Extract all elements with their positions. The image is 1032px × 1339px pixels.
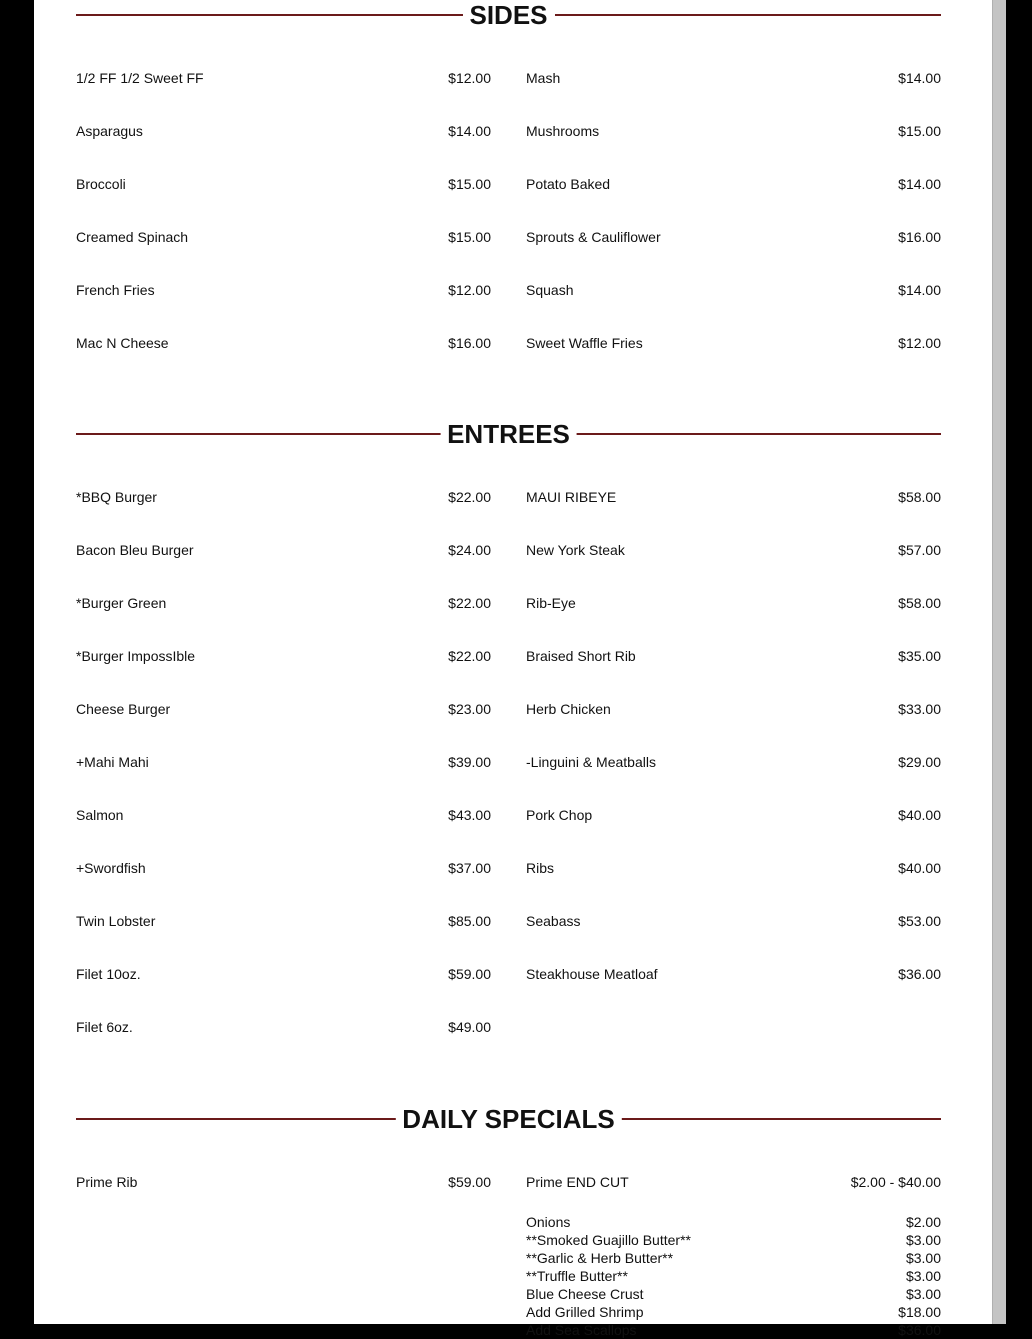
item-price: $24.00: [448, 541, 491, 558]
section-header: [76, 419, 941, 449]
menu-item: [526, 263, 941, 316]
item-name: Onions: [526, 1214, 571, 1230]
item-name: **Smoked Guajillo Butter**: [526, 1232, 691, 1248]
item-price: $40.00: [898, 806, 941, 823]
item-name: Cheese Burger: [76, 700, 171, 717]
item-name: Add Sea Scallops: [526, 1322, 637, 1338]
item-price: $58.00: [898, 488, 941, 505]
item-price: $14.00: [898, 175, 941, 192]
menu-item: [76, 263, 491, 316]
item-name: Asparagus: [76, 122, 143, 139]
section-header: [76, 1104, 941, 1134]
item-price: $3.00: [905, 1286, 941, 1302]
item-name: Filet 6oz.: [76, 1018, 133, 1035]
menu-item: [76, 470, 491, 523]
section-title: SIDES: [462, 0, 554, 30]
item-name: French Fries: [76, 281, 155, 298]
item-price: $12.00: [448, 281, 491, 298]
item-price: $35.00: [898, 647, 941, 664]
addon-item: [526, 1303, 941, 1321]
item-price: $18.00: [898, 1304, 941, 1320]
menu-item: [526, 523, 941, 576]
item-price: $37.00: [448, 859, 491, 876]
entrees-section: [76, 419, 941, 1035]
menu-item: [76, 682, 491, 735]
menu-item: [526, 576, 941, 629]
item-name: **Truffle Butter**: [526, 1268, 628, 1284]
item-name: Ribs: [526, 859, 555, 876]
item-name: Sprouts & Cauliflower: [526, 228, 661, 245]
menu-item: [76, 947, 491, 1000]
item-price: $22.00: [448, 594, 491, 611]
item-price: $12.00: [448, 69, 491, 86]
menu-item: [526, 788, 941, 841]
menu-item: [76, 841, 491, 894]
item-name: Mash: [526, 69, 561, 86]
item-name: 1/2 FF 1/2 Sweet FF: [76, 69, 204, 86]
item-name: Salmon: [76, 806, 124, 823]
item-price: $57.00: [898, 541, 941, 558]
item-name: Prime END CUT: [526, 1173, 629, 1190]
addon-item: [526, 1213, 941, 1231]
entrees-right-column: [526, 470, 941, 1000]
item-price: $33.00: [898, 700, 941, 717]
item-price: $2.00 - $40.00: [850, 1173, 941, 1190]
item-price: $3.00: [905, 1232, 941, 1248]
item-price: $14.00: [448, 122, 491, 139]
item-name: **Garlic & Herb Butter**: [526, 1250, 674, 1266]
menu-item: [526, 841, 941, 894]
menu-item: [76, 1000, 491, 1053]
item-name: Creamed Spinach: [76, 228, 189, 245]
menu-item: [526, 894, 941, 947]
item-price: $59.00: [448, 965, 491, 982]
addon-item: [526, 1267, 941, 1285]
menu-item: [526, 51, 941, 104]
item-price: $12.00: [898, 334, 941, 351]
item-price: $36.00: [898, 1322, 941, 1338]
specials-left-column: [76, 1155, 491, 1208]
item-price: $39.00: [448, 753, 491, 770]
item-price: $23.00: [448, 700, 491, 717]
sides-section: [76, 0, 941, 351]
menu-item: [76, 104, 491, 157]
item-name: Broccoli: [76, 175, 126, 192]
menu-item: [76, 894, 491, 947]
item-name: Add Grilled Shrimp: [526, 1304, 644, 1320]
item-price: $15.00: [448, 228, 491, 245]
item-price: $53.00: [898, 912, 941, 929]
item-name: Squash: [526, 281, 574, 298]
item-price: $2.00: [905, 1214, 941, 1230]
item-price: $29.00: [898, 753, 941, 770]
item-name: Sweet Waffle Fries: [526, 334, 643, 351]
item-name: Mac N Cheese: [76, 334, 169, 351]
menu-item: [76, 629, 491, 682]
addon-item: [526, 1285, 941, 1303]
menu-item: [76, 735, 491, 788]
item-price: $22.00: [448, 488, 491, 505]
menu-item: [76, 788, 491, 841]
scrollbar[interactable]: [992, 0, 1006, 1324]
item-name: Blue Cheese Crust: [526, 1286, 644, 1302]
item-name: MAUI RIBEYE: [526, 488, 617, 505]
item-name: Potato Baked: [526, 175, 611, 192]
item-price: $40.00: [898, 859, 941, 876]
item-name: Pork Chop: [526, 806, 593, 823]
menu-item: [526, 157, 941, 210]
menu-item: [526, 104, 941, 157]
scroll-gap: [984, 0, 992, 1324]
item-name: Mushrooms: [526, 122, 600, 139]
item-price: $16.00: [898, 228, 941, 245]
item-name: New York Steak: [526, 541, 625, 558]
menu-item: [526, 1155, 941, 1208]
menu-item: [76, 51, 491, 104]
item-name: *Burger Green: [76, 594, 167, 611]
item-name: Rib-Eye: [526, 594, 576, 611]
menu-item: [526, 682, 941, 735]
menu-item: [76, 576, 491, 629]
menu-item: [526, 629, 941, 682]
sides-right-column: [526, 51, 941, 369]
item-name: *Burger ImpossIble: [76, 647, 196, 664]
item-price: $15.00: [898, 122, 941, 139]
item-price: $59.00: [448, 1173, 491, 1190]
item-price: $16.00: [448, 334, 491, 351]
item-name: -Linguini & Meatballs: [526, 753, 656, 770]
item-name: Bacon Bleu Burger: [76, 541, 194, 558]
specials-section: [76, 1104, 941, 1338]
item-price: $58.00: [898, 594, 941, 611]
section-header: [76, 0, 941, 30]
item-name: *BBQ Burger: [76, 488, 157, 505]
menu-item: [526, 735, 941, 788]
specials-right-column: [526, 1155, 941, 1339]
item-price: $14.00: [898, 281, 941, 298]
section-title: DAILY SPECIALS: [395, 1104, 621, 1134]
item-name: +Mahi Mahi: [76, 753, 149, 770]
item-name: Seabass: [526, 912, 581, 929]
item-price: $14.00: [898, 69, 941, 86]
item-price: $3.00: [905, 1250, 941, 1266]
item-name: +Swordfish: [76, 859, 146, 876]
menu-item: [76, 523, 491, 576]
item-price: $15.00: [448, 175, 491, 192]
item-price: $3.00: [905, 1268, 941, 1284]
menu-item: [526, 316, 941, 369]
menu-item: [76, 210, 491, 263]
item-price: $85.00: [448, 912, 491, 929]
item-name: Twin Lobster: [76, 912, 156, 929]
menu-item: [76, 1155, 491, 1208]
item-name: Filet 10oz.: [76, 965, 141, 982]
sides-left-column: [76, 51, 491, 369]
item-name: Steakhouse Meatloaf: [526, 965, 658, 982]
menu-item: [526, 470, 941, 523]
menu-item: [76, 157, 491, 210]
menu-item: [526, 947, 941, 1000]
menu-item: [526, 210, 941, 263]
section-title: ENTREES: [440, 419, 577, 449]
item-price: $43.00: [448, 806, 491, 823]
item-price: $36.00: [898, 965, 941, 982]
addon-item: [526, 1249, 941, 1267]
addons-list: [526, 1213, 941, 1339]
entrees-left-column: [76, 470, 491, 1053]
window-edge: [1006, 0, 1032, 1324]
addon-item: [526, 1231, 941, 1249]
item-price: $49.00: [448, 1018, 491, 1035]
item-price: $22.00: [448, 647, 491, 664]
item-name: Herb Chicken: [526, 700, 611, 717]
item-name: Prime Rib: [76, 1173, 138, 1190]
menu-item: [76, 316, 491, 369]
item-name: Braised Short Rib: [526, 647, 636, 664]
